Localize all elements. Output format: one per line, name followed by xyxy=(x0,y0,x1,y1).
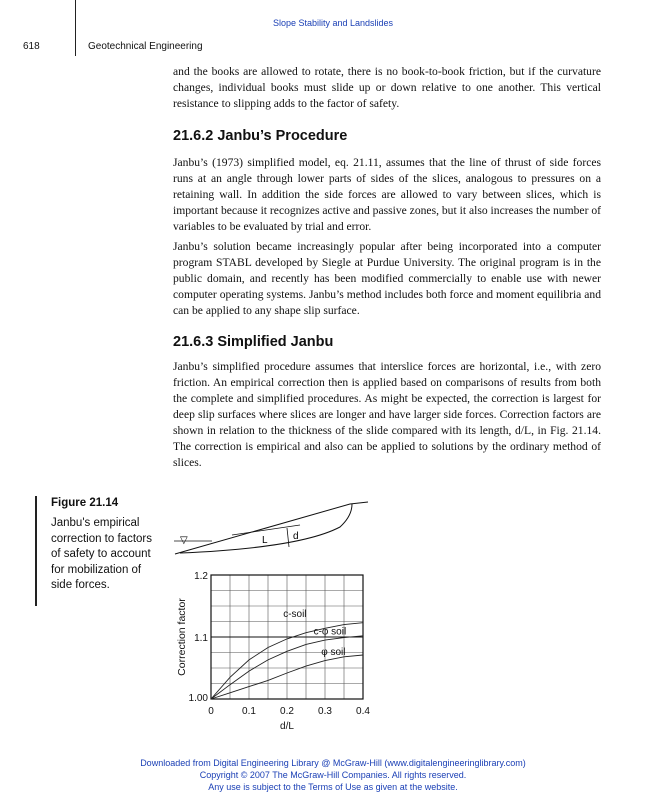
series-label: c-φ soil xyxy=(313,626,347,638)
book-title: Geotechnical Engineering xyxy=(88,41,203,52)
paragraph-simplified-janbu: Janbu’s simplified procedure assumes that interslice forces are horizontal, i.e., with zero friction. An empirical correction then is applied based on comparisons of results from both the complete and simplified procedures. As might be expected, the correction is largest for deep slip surfaces where slices are longer and have larger side forces. Correction factors are shown in relation to the thickness of the slide compared with its length, d/L, in Fig. 21.14. The correction is empirical and also can be applied to solutions by the ordinary method of slices. xyxy=(173,360,601,469)
series-label: φ soil xyxy=(321,646,346,658)
y-axis-label: Correction factor xyxy=(176,598,188,676)
water-table-symbol: ▽ xyxy=(180,535,188,546)
y-tick-label: 1.00 xyxy=(188,693,208,704)
correction-factor-chart xyxy=(176,571,370,732)
slope-sketch xyxy=(174,502,368,554)
intro-paragraph: and the books are allowed to rotate, there is no book-to-book friction, but if the curvature changes, individual books must slide up or down relative to one another. This vertical resistance to slipping adds to the factor of safety. xyxy=(173,65,601,110)
x-tick-label: 0.2 xyxy=(280,706,294,717)
paragraph-janbu-stabl: Janbu’s solution became increasingly popular after being incorporated into a computer program STABL developed by Siegle at Purdue University. The original program is in the public domain, and recently has been modified commercially to enable use with newer computer operating systems. Janbu’s method includes both force and moment equilibria and can be applied to any shape slip surface. xyxy=(173,240,601,317)
x-tick-label: 0.1 xyxy=(242,706,256,717)
footer-download-notice[interactable]: Downloaded from Digital Engineering Library @ McGraw-Hill (www.digitalengineeringlibrary.com) xyxy=(140,758,526,768)
section-heading-simplified-janbu: 21.6.3 Simplified Janbu xyxy=(173,334,334,350)
running-title[interactable]: Slope Stability and Landslides xyxy=(272,18,394,28)
depth-line xyxy=(287,528,289,547)
y-tick-label: 1.1 xyxy=(194,633,208,644)
footer-terms[interactable]: Any use is subject to the Terms of Use as given at the website. xyxy=(208,782,458,792)
depth-label: d xyxy=(293,531,299,542)
x-tick-label: 0 xyxy=(208,706,214,717)
length-label: L xyxy=(262,535,268,546)
page-number: 618 xyxy=(23,41,40,52)
series-label: c-soil xyxy=(283,609,307,621)
y-tick-label: 1.2 xyxy=(194,571,208,582)
footer-copyright: Copyright © 2007 The McGraw-Hill Companies. All rights reserved. xyxy=(199,770,467,780)
x-tick-label: 0.4 xyxy=(356,706,370,717)
paragraph-janbu-model: Janbu’s (1973) simplified model, eq. 21.11, assumes that the line of thrust of side forces runs at an angle through lower parts of sides of the slices, analogous to pressures on a retaining wall. In addition the side forces are allowed to vary between slices, which is important because it recognizes active and passive zones, but it also increases the number of variables to be evaluated by trial and error. xyxy=(173,156,601,233)
figure-caption: Janbu's empirical correction to factors of safety to account for mobilization of side forces. xyxy=(51,517,152,591)
length-line xyxy=(232,525,300,535)
x-axis-label: d/L xyxy=(280,721,294,732)
section-heading-janbu-procedure: 21.6.2 Janbu’s Procedure xyxy=(173,128,348,144)
figure-label: Figure 21.14 xyxy=(51,497,119,509)
x-tick-label: 0.3 xyxy=(318,706,332,717)
